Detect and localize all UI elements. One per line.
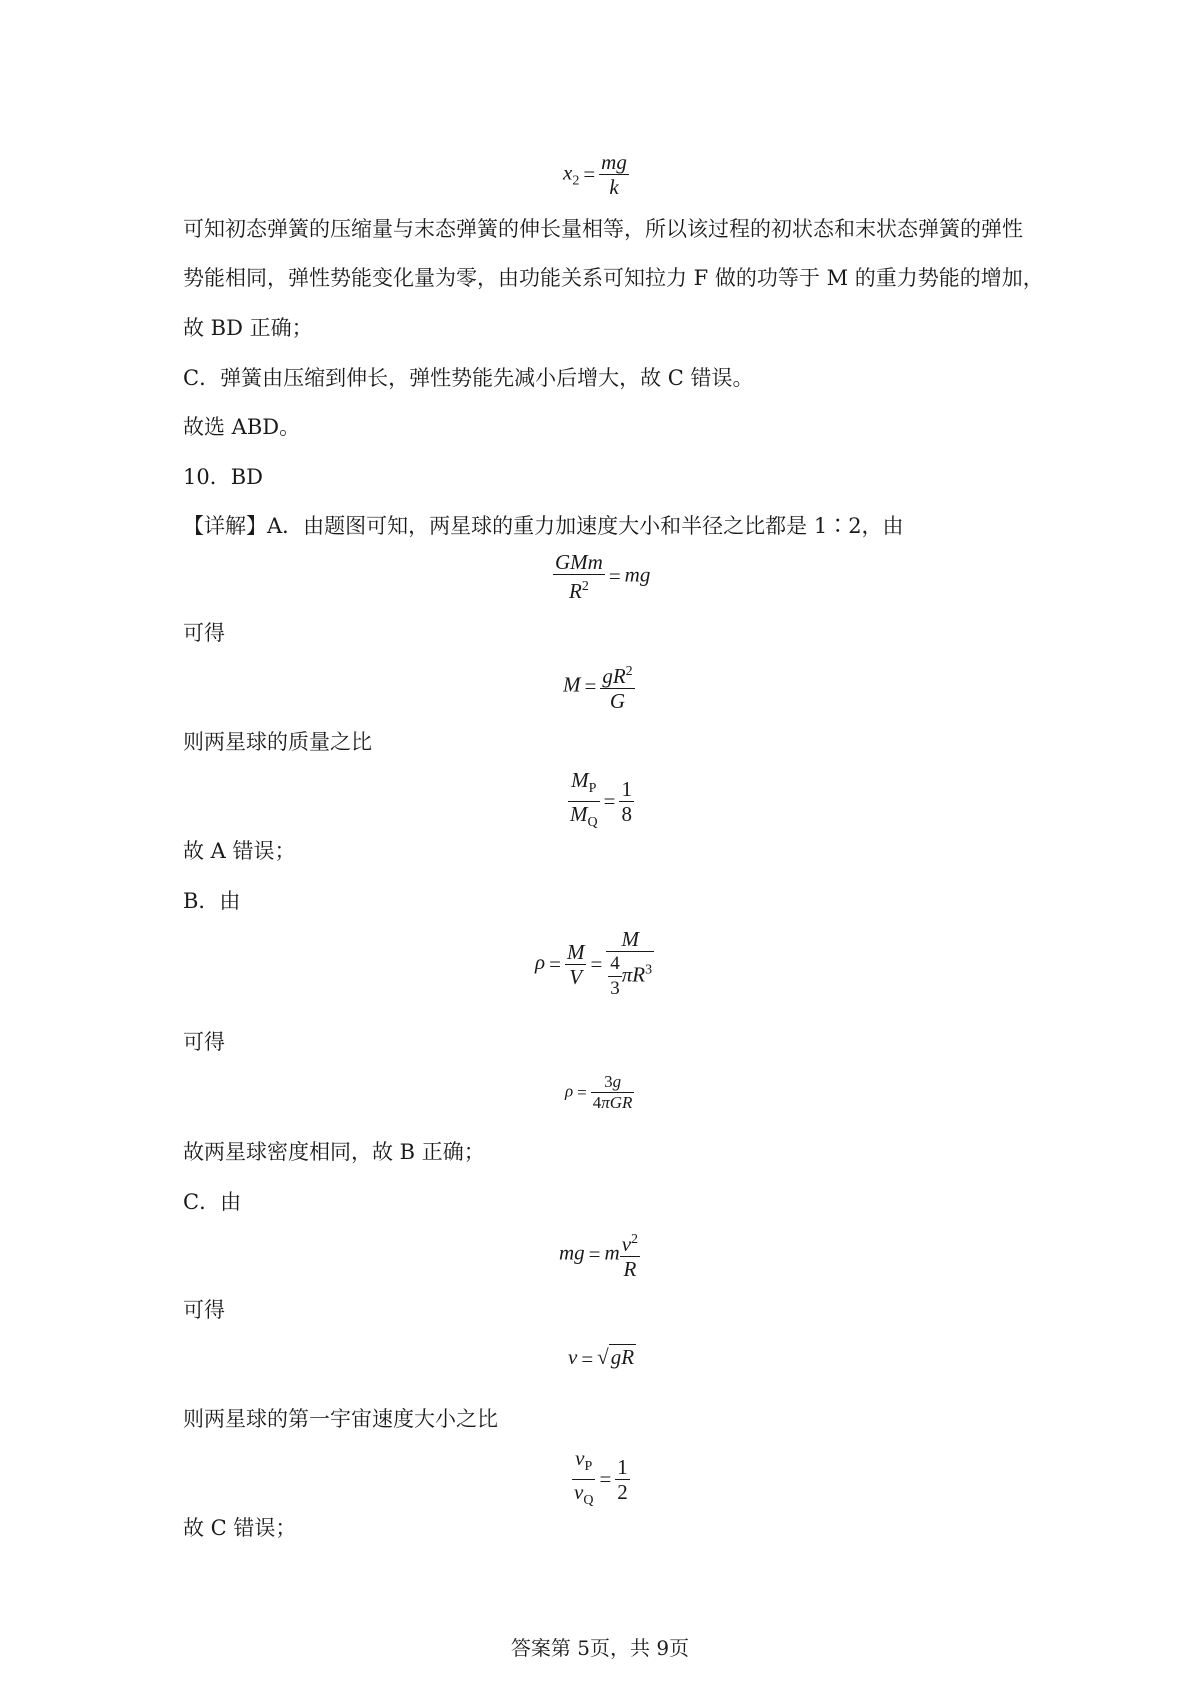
detail-line-9: 可得	[183, 1298, 225, 1322]
paragraph-line-4: C．弹簧由压缩到伸长，弹性势能先减小后增大，故 C 错误。	[183, 366, 754, 390]
question-10-answer: 10．BD	[183, 465, 263, 489]
paragraph-line-5: 故选 ABD。	[183, 415, 301, 439]
equation-density: ρ = $\frac{M}{V}$ = M $\frac{4}{3}$ $\pi R^3$	[535, 927, 653, 999]
equation-centripetal: mg = m $\frac{v^2}{R}$	[559, 1228, 640, 1281]
detail-line-11: 故 C 错误；	[183, 1516, 297, 1540]
detail-line-8: C．由	[183, 1190, 242, 1214]
page-footer: 答案第 5页，共 9页	[510, 1636, 690, 1660]
detail-line-4: 故 A 错误；	[183, 839, 296, 863]
detail-line-3: 则两星球的质量之比	[183, 730, 372, 754]
detail-line-7: 故两星球密度相同，故 B 正确；	[183, 1140, 485, 1164]
detail-line-2: 可得	[183, 621, 225, 645]
equation-density-result: ρ = $\frac{3g}{\text{4πGR}}$	[565, 1072, 633, 1112]
detail-line-5: B．由	[183, 889, 241, 913]
equation-mass-ratio: $\frac{M_P}{M_Q}$ = $\frac{1}{8}$	[570, 768, 632, 831]
equation-velocity: v = √gR	[568, 1345, 635, 1371]
equation-mass: M = $\frac{gR^2}{G}$	[563, 660, 635, 713]
equation-gravity: $\frac{\text{GMm}}{R^2}$ = mg	[555, 550, 651, 603]
paragraph-line-1: 可知初态弹簧的压缩量与末态弹簧的伸长量相等，所以该过程的初状态和末状态弹簧的弹性	[183, 217, 1023, 241]
paragraph-line-2: 势能相同，弹性势能变化量为零，由功能关系可知拉力 F 做的功等于 M 的重力势能的增加，	[183, 266, 1044, 290]
equation-velocity-ratio: $\frac{v_P}{v_Q}$ = $\frac{1}{2}$	[574, 1446, 628, 1509]
detail-line-6: 可得	[183, 1030, 225, 1054]
detail-line-1: 【详解】A．由题图可知，两星球的重力加速度大小和半径之比都是 1∶2，由	[183, 514, 904, 538]
equation-x2: $x_2$ = $\frac{mg}{k}$	[563, 150, 627, 199]
paragraph-line-3: 故 BD 正确；	[183, 316, 313, 340]
detail-line-10: 则两星球的第一宇宙速度大小之比	[183, 1407, 498, 1431]
